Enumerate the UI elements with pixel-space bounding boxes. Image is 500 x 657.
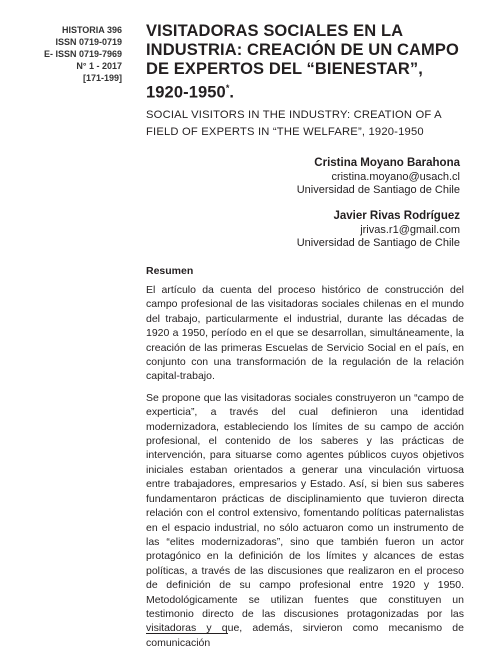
abstract-paragraph: El artículo da cuenta del proceso histórico de construcción del campo profesional de las visitadoras sociales chilenas en el mundo del trabajo, particularmente el industrial, durante las décadas de 1920 a 1950, período en el que se desarrollan, simultáneamente, la creación de las primeras Escuelas de Servicio Social en el país, en conjunto con una transformación de la regulación de la relación capital-trabajo. [146,284,464,383]
author-name: Cristina Moyano Barahona [314,157,460,169]
journal-pages: [171-199] [82,73,122,83]
author-affiliation: Universidad de Santiago de Chile [296,237,460,249]
abstract-body [146,283,464,657]
article-title-end: . [229,83,235,102]
footnote-divider [146,633,228,634]
author-affiliation: Universidad de Santiago de Chile [296,184,460,196]
journal-issn: ISSN 0719-0719 [55,37,122,47]
author-block [160,157,460,198]
article-subtitle: SOCIAL VISITORS IN THE INDUSTRY: CREATION OF A FIELD OF EXPERTS IN “THE WELFARE”, 1920-1950 [146,109,442,138]
journal-eissn: E- ISSN 0719-7969 [43,49,122,59]
journal-name: HISTORIA 396 [61,25,122,35]
author-name: Javier Rivas Rodríguez [333,210,460,222]
journal-metadata [34,24,122,84]
title-footnote-mark[interactable]: * [225,83,230,93]
author-email[interactable]: cristina.moyano@usach.cl [331,170,460,183]
article-title [146,22,466,103]
article-title-text: VISITADORAS SOCIALES EN LA INDUSTRIA: CREACIÓN DE UN CAMPO DE EXPERTOS DEL “BIENESTAR”, 1920-1950 [146,22,459,102]
abstract-heading: Resumen [146,265,194,277]
author-block [160,210,460,251]
author-email[interactable]: jrivas.r1@gmail.com [360,223,460,236]
journal-issue: N° 1 - 2017 [76,61,122,71]
abstract-paragraph: Se propone que las visitadoras sociales construyeron un “campo de experticia”, a través del cual definieron una identidad modernizadora, estableciendo los límites de su campo de acción profesional, el contenido de los saberes y las prácticas de intervención, para situarse como agentes públicos cuyos objetivos iniciales estaban orientados a generar una vinculación virtuosa entre trabajadores, empresarios y Estado. Así, si bien sus saberes fundamentaron prácticas de disciplinamiento que tuvieron directa relación con el control extensivo, fomentando políticas paternalistas en el espacio industrial, no sólo actuaron como un instrumento de las “elites modernizadoras”, sino que también fueron un actor protagónico en la definición de los límites y alcances de estas políticas, a través de las discusiones que realizaron en el proceso de definición de su campo profesional entre 1920 y 1950. Metodológicamente se utilizan fuentes que constituyen un testimonio directo de las discusiones protagonizadas por las visitadoras y que, además, sirvieron como mecanismo de comunicación [146,391,464,649]
